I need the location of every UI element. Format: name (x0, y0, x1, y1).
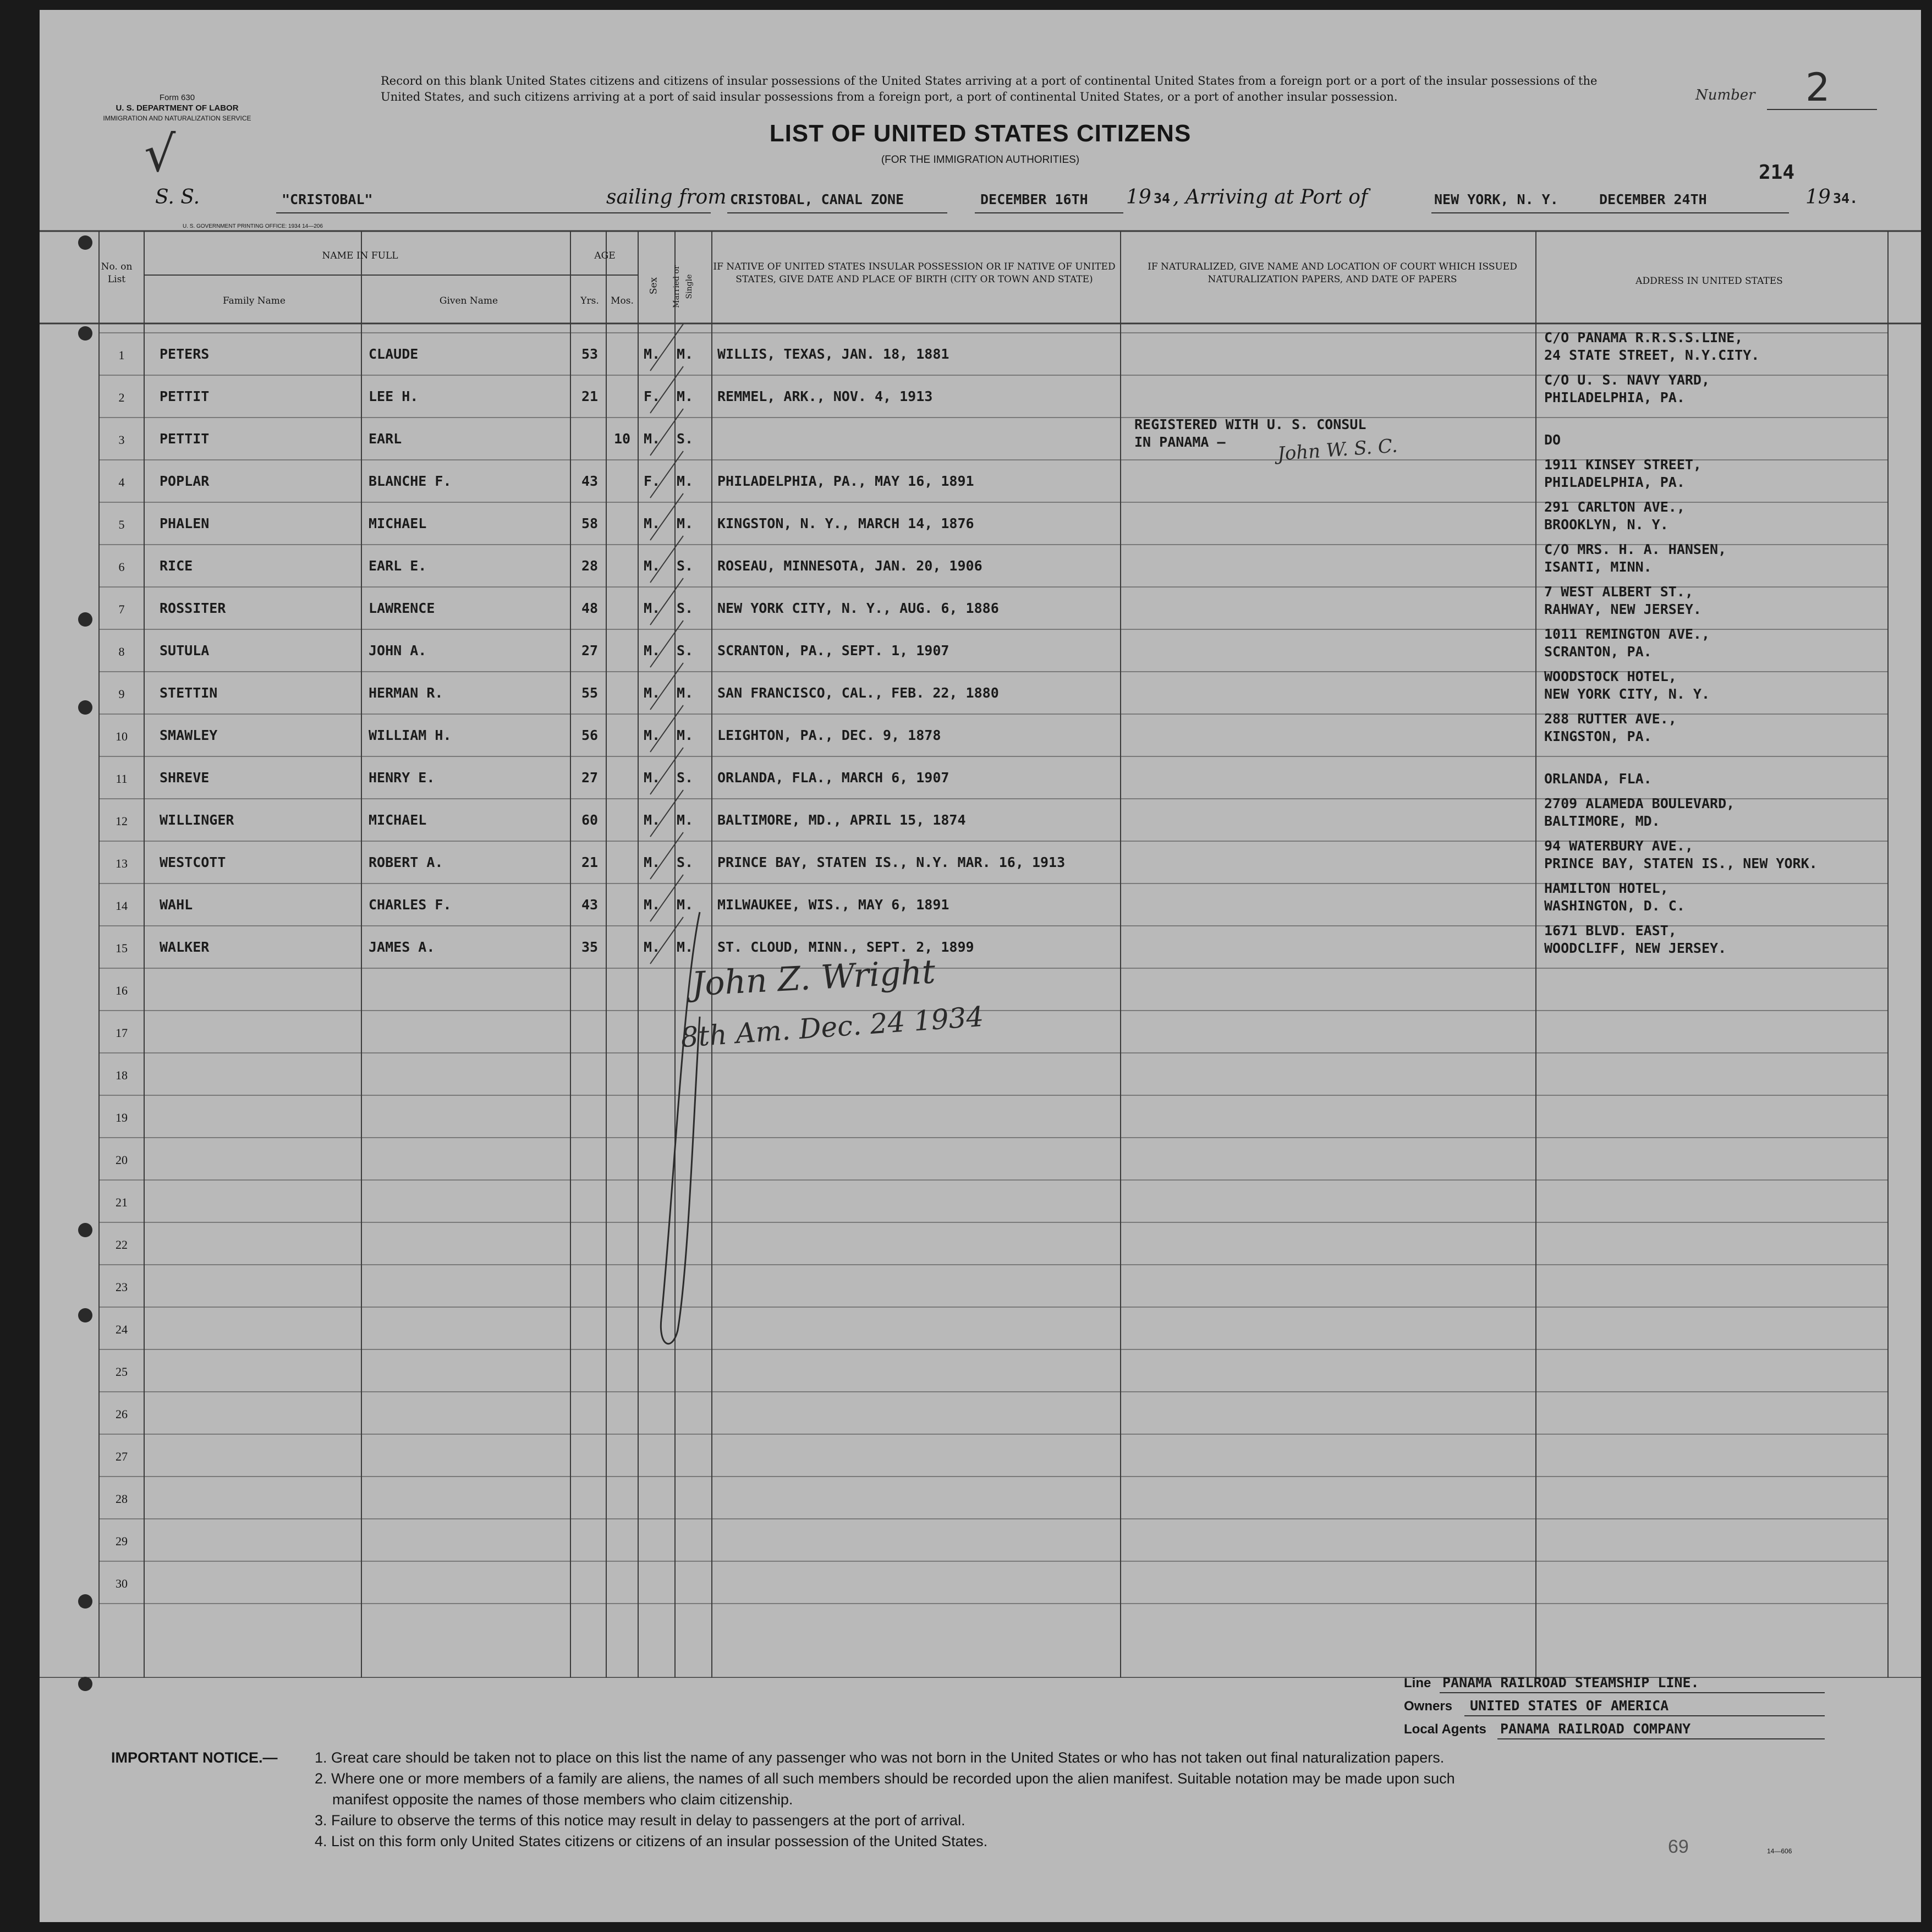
address-line2-cell: RAHWAY, NEW JERSEY. (1544, 601, 1702, 617)
marital-status-cell: S. (677, 600, 694, 616)
birth-cell: PRINCE BAY, STATEN IS., N.Y. MAR. 16, 1913 (717, 854, 1066, 870)
family-name-cell: PETTIT (160, 431, 210, 447)
family-name-cell: SUTULA (160, 643, 210, 658)
row-number: 14 (116, 899, 128, 913)
row-number: 6 (118, 560, 125, 574)
family-name-cell: ROSSITER (160, 600, 226, 616)
address-line2-cell: ISANTI, MINN. (1544, 559, 1652, 575)
sex-cell: M. (644, 600, 661, 616)
ship-name: "CRISTOBAL" (282, 191, 373, 207)
agents-value: PANAMA RAILROAD COMPANY (1500, 1721, 1691, 1737)
arrival-date: DECEMBER 24TH (1599, 191, 1707, 207)
sailing-label: sailing from (606, 186, 727, 208)
row-number: 3 (118, 433, 125, 447)
header-yrs: Yrs. (580, 295, 599, 306)
address-line1-cell: WOODSTOCK HOTEL, (1544, 668, 1677, 684)
given-name-cell: EARL E. (369, 558, 427, 574)
address-line2-cell: WOODCLIFF, NEW JERSEY. (1544, 940, 1727, 956)
signature-note: 8th Am. Dec. 24 1934 (679, 1000, 985, 1054)
address-line1-cell: 7 WEST ALBERT ST., (1544, 584, 1693, 600)
voyage-line (155, 186, 1893, 219)
address-line1-cell: 1011 REMINGTON AVE., (1544, 626, 1710, 642)
given-name-cell: LEE H. (369, 388, 419, 404)
empty-row-number: 28 (116, 1492, 128, 1506)
printing-office: U. S. GOVERNMENT PRINTING OFFICE: 1934 14—206 (183, 223, 323, 229)
address-line2-cell: WASHINGTON, D. C. (1544, 898, 1685, 914)
given-name-cell: MICHAEL (369, 515, 427, 531)
line-row (1404, 1671, 1899, 1694)
age-years-cell: 43 (581, 897, 599, 913)
line-value: PANAMA RAILROAD STEAMSHIP LINE. (1442, 1675, 1699, 1690)
form-number: Form 630 (159, 93, 195, 102)
given-name-cell: CLAUDE (369, 346, 419, 362)
notice-item-2a: 2. Where one or more members of a family are aliens, the names of all such members should be recorded upon the alien manifest. Suitable notation may be made upon such (315, 1770, 1455, 1787)
marital-status-cell: M. (677, 897, 694, 913)
sex-cell: M. (644, 897, 661, 913)
naturalization-cell-line2: IN PANAMA — (1134, 434, 1226, 450)
address-line1-cell: HAMILTON HOTEL, (1544, 880, 1668, 896)
consul-initials: John W. S. C. (1276, 435, 1398, 465)
marital-status-cell: M. (677, 939, 694, 955)
notice-item-1: 1. Great care should be taken not to place on this list the name of any passenger who was not born in the United States or who has not taken out final naturalization papers. (315, 1749, 1445, 1766)
address-line1-cell: 1911 KINSEY STREET, (1544, 457, 1702, 473)
row-number: 15 (116, 941, 128, 955)
line-info (1404, 1671, 1899, 1741)
marital-status-cell: S. (677, 558, 694, 574)
empty-row-number: 23 (116, 1280, 128, 1294)
header-sex: Sex (648, 277, 660, 295)
birth-cell: REMMEL, ARK., NOV. 4, 1913 (717, 388, 933, 404)
sex-cell: M. (644, 939, 661, 955)
page-subtitle: (FOR THE IMMIGRATION AUTHORITIES) (881, 154, 1080, 166)
empty-row-number: 26 (116, 1407, 128, 1421)
empty-row-number: 29 (116, 1534, 128, 1548)
agents-row (1404, 1717, 1899, 1741)
age-years-cell: 55 (581, 685, 599, 701)
punch-hole (78, 612, 92, 627)
sail-year-suffix: 34 (1154, 190, 1171, 206)
family-name-cell: RICE (160, 558, 193, 574)
empty-row-number: 24 (116, 1322, 128, 1336)
punch-hole (78, 235, 92, 250)
naturalization-cell: REGISTERED WITH U. S. CONSUL (1134, 416, 1366, 432)
owners-label: Owners (1404, 1699, 1453, 1714)
marital-status-cell: M. (677, 685, 694, 701)
age-years-cell: 56 (581, 727, 599, 743)
age-years-cell: 58 (581, 515, 599, 531)
address-line2-cell: PHILADELPHIA, PA. (1544, 389, 1685, 405)
arrival-year-prefix: 19 (1805, 186, 1831, 208)
given-name-cell: BLANCHE F. (369, 473, 452, 489)
birth-cell: KINGSTON, N. Y., MARCH 14, 1876 (717, 515, 974, 531)
empty-row-number: 21 (116, 1195, 128, 1209)
punch-hole (78, 1677, 92, 1691)
birth-cell: SAN FRANCISCO, CAL., FEB. 22, 1880 (717, 685, 999, 701)
marital-status-cell: M. (677, 727, 694, 743)
marital-status-cell: S. (677, 643, 694, 658)
given-name-cell: HENRY E. (369, 770, 435, 786)
address-line2-cell: KINGSTON, PA. (1544, 728, 1652, 744)
sex-cell: M. (644, 431, 661, 447)
age-years-cell: 53 (581, 346, 599, 362)
age-years-cell: 21 (581, 388, 599, 404)
punch-hole (78, 326, 92, 341)
notice-item-4: 4. List on this form only United States citizens or citizens of an insular possession of the United States. (315, 1833, 988, 1849)
birth-cell: ORLANDA, FLA., MARCH 6, 1907 (717, 770, 949, 786)
punch-hole (78, 1308, 92, 1322)
arriving-label: , Arriving at Port of (1173, 186, 1368, 208)
punch-hole (78, 1223, 92, 1237)
given-name-cell: HERMAN R. (369, 685, 443, 701)
birth-cell: ROSEAU, MINNESOTA, JAN. 20, 1906 (717, 558, 983, 574)
address-line2-cell: PRINCE BAY, STATEN IS., NEW YORK. (1544, 855, 1818, 871)
row-number: 1 (118, 348, 125, 362)
notice-item-2b: manifest opposite the names of those members who claim citizenship. (332, 1791, 793, 1808)
signature-drawing (617, 879, 1167, 1374)
birth-cell: SCRANTON, PA., SEPT. 1, 1907 (717, 643, 949, 658)
sail-date: DECEMBER 16TH (980, 191, 1088, 207)
empty-row-number: 27 (116, 1450, 128, 1463)
family-name-cell: PETERS (160, 346, 210, 362)
record-instructions: Record on this blank United States citizens and citizens of insular possessions of the United States arriving at a port of continental United States from a foreign port or a port of the insular possessions of the United States, and such citizens arriving at a port of said insular possessions from a foreign port, a port of continental United States, or a port of another insular possession. (381, 74, 1598, 103)
department: U. S. DEPARTMENT OF LABOR (116, 103, 239, 113)
family-name-cell: WILLINGER (160, 812, 234, 828)
given-name-cell: CHARLES F. (369, 897, 452, 913)
empty-row-number: 18 (116, 1068, 128, 1082)
address-line1-cell: 288 RUTTER AVE., (1544, 711, 1677, 727)
address-line2-cell: PHILADELPHIA, PA. (1544, 474, 1685, 490)
notice-items (315, 1747, 1899, 1852)
row-number: 8 (118, 645, 125, 658)
agents-label: Local Agents (1404, 1722, 1486, 1737)
age-years-cell: 35 (581, 939, 599, 955)
service: IMMIGRATION AND NATURALIZATION SERVICE (103, 114, 251, 122)
birth-cell: ST. CLOUD, MINN., SEPT. 2, 1899 (717, 939, 974, 955)
given-name-cell: JOHN A. (369, 643, 427, 658)
header-birth: IF NATIVE OF UNITED STATES INSULAR POSSESSION OR IF NATIVE OF UNITED STATES, GIVE DATE AND PLACE OF BIRTH (CITY OR TOWN AND STATE) (713, 261, 1116, 285)
empty-row-number: 17 (116, 1026, 128, 1040)
birth-cell: NEW YORK CITY, N. Y., AUG. 6, 1886 (717, 600, 999, 616)
sex-cell: M. (644, 854, 661, 870)
row-number: 4 (118, 475, 125, 489)
given-name-cell: LAWRENCE (369, 600, 435, 616)
number-label: Number (1695, 87, 1755, 103)
empty-row-number: 19 (116, 1111, 128, 1124)
punch-hole (78, 1594, 92, 1609)
family-name-cell: PHALEN (160, 515, 210, 531)
given-name-cell: WILLIAM H. (369, 727, 452, 743)
header-mos: Mos. (611, 295, 634, 306)
given-name-cell: JAMES A. (369, 939, 435, 955)
checkmark: √ (144, 125, 176, 183)
header-address: ADDRESS IN UNITED STATES (1635, 276, 1783, 287)
sex-cell: F. (644, 388, 661, 404)
address-line1-cell: C/O U. S. NAVY YARD, (1544, 372, 1710, 388)
age-months-cell: 10 (613, 431, 631, 447)
family-name-cell: WALKER (160, 939, 210, 955)
owners-value: UNITED STATES OF AMERICA (1470, 1698, 1669, 1714)
address-line1-cell: 291 CARLTON AVE., (1544, 499, 1685, 515)
family-name-cell: STETTIN (160, 685, 218, 701)
address-line2-cell: ORLANDA, FLA. (1544, 771, 1652, 787)
age-years-cell: 48 (581, 600, 599, 616)
address-line1-cell: C/O PANAMA R.R.S.S.LINE, (1544, 330, 1743, 345)
marital-status-cell: S. (677, 854, 694, 870)
page-title: LIST OF UNITED STATES CITIZENS (769, 120, 1192, 147)
header-married-single: Married or Single (672, 265, 694, 308)
sex-cell: F. (644, 473, 661, 489)
birth-cell: WILLIS, TEXAS, JAN. 18, 1881 (717, 346, 949, 362)
marital-status-cell: M. (677, 812, 694, 828)
address-line2-cell: 24 STATE STREET, N.Y.CITY. (1544, 347, 1760, 363)
row-number: 12 (116, 814, 128, 828)
manifest-sheet (40, 10, 1921, 1922)
row-number: 7 (118, 602, 125, 616)
ss-label: S. S. (155, 186, 200, 208)
header-given-name: Given Name (439, 295, 498, 306)
sex-cell: M. (644, 515, 661, 531)
family-name-cell: POPLAR (160, 473, 210, 489)
address-line2-cell: DO (1544, 432, 1561, 448)
birth-cell: MILWAUKEE, WIS., MAY 6, 1891 (717, 897, 949, 913)
number-value: 2 (1805, 65, 1830, 110)
marital-status-cell: S. (677, 431, 694, 447)
marital-status-cell: M. (677, 515, 694, 531)
header-naturalized: IF NATURALIZED, GIVE NAME AND LOCATION OF COURT WHICH ISSUED NATURALIZATION PAPERS, AND DATE OF PAPERS (1148, 261, 1517, 285)
marital-status-cell: S. (677, 770, 694, 786)
family-name-cell: WAHL (160, 897, 193, 913)
address-line1-cell: 94 WATERBURY AVE., (1544, 838, 1693, 854)
family-name-cell: SHREVE (160, 770, 210, 786)
sex-cell: M. (644, 812, 661, 828)
empty-row-number: 22 (116, 1238, 128, 1252)
birth-cell: LEIGHTON, PA., DEC. 9, 1878 (717, 727, 941, 743)
empty-row-number: 20 (116, 1153, 128, 1167)
row-number: 10 (116, 729, 128, 743)
given-name-cell: ROBERT A. (369, 854, 443, 870)
address-line2-cell: BALTIMORE, MD. (1544, 813, 1660, 829)
arrival-year-suffix: 34. (1833, 190, 1858, 206)
age-years-cell: 43 (581, 473, 599, 489)
age-years-cell: 28 (581, 558, 599, 574)
marital-status-cell: M. (677, 388, 694, 404)
sail-year-prefix: 19 (1126, 186, 1151, 208)
age-years-cell: 60 (581, 812, 599, 828)
page-code: 214 (1759, 161, 1795, 184)
address-line1-cell: 2709 ALAMEDA BOULEVARD, (1544, 795, 1735, 811)
arrival-port: NEW YORK, N. Y. (1434, 191, 1558, 207)
family-name-cell: PETTIT (160, 388, 210, 404)
empty-row-number: 30 (116, 1577, 128, 1590)
form-code: 14—606 (1767, 1847, 1792, 1855)
form-id-block (89, 92, 265, 124)
birth-cell: BALTIMORE, MD., APRIL 15, 1874 (717, 812, 966, 828)
owners-row (1404, 1694, 1899, 1717)
sex-cell: M. (644, 685, 661, 701)
from-port: CRISTOBAL, CANAL ZONE (730, 191, 904, 207)
line-label: Line (1404, 1676, 1431, 1690)
row-number: 9 (118, 687, 125, 701)
header-age: AGE (594, 250, 616, 261)
age-years-cell: 27 (581, 643, 599, 658)
address-line2-cell: NEW YORK CITY, N. Y. (1544, 686, 1710, 702)
sex-cell: M. (644, 727, 661, 743)
row-number: 5 (118, 518, 125, 531)
given-name-cell: EARL (369, 431, 402, 447)
header-name-in-full: NAME IN FULL (322, 250, 398, 261)
notice-item-3: 3. Failure to observe the terms of this notice may result in delay to passengers at the port of arrival. (315, 1812, 965, 1829)
address-line1-cell: C/O MRS. H. A. HANSEN, (1544, 541, 1727, 557)
header-no-on-list: No. on List (101, 261, 133, 285)
signature-name: John Z. Wright (690, 952, 936, 1004)
empty-row-number: 16 (116, 984, 128, 997)
header-family-name: Family Name (223, 295, 286, 306)
notice-title: IMPORTANT NOTICE.— (111, 1749, 278, 1766)
empty-row-number: 25 (116, 1365, 128, 1379)
number-field (1695, 65, 1893, 110)
row-number: 11 (116, 772, 128, 786)
sex-cell: M. (644, 558, 661, 574)
sex-cell: M. (644, 346, 661, 362)
given-name-cell: MICHAEL (369, 812, 427, 828)
marital-status-cell: M. (677, 473, 694, 489)
family-name-cell: WESTCOTT (160, 854, 226, 870)
address-line1-cell: 1671 BLVD. EAST, (1544, 923, 1677, 938)
stamp-number: 69 (1668, 1836, 1689, 1857)
sex-cell: M. (644, 643, 661, 658)
marital-status-cell: M. (677, 346, 694, 362)
family-name-cell: SMAWLEY (160, 727, 218, 743)
sex-cell: M. (644, 770, 661, 786)
age-years-cell: 27 (581, 770, 599, 786)
punch-hole (78, 700, 92, 715)
row-number: 2 (118, 391, 125, 404)
row-number: 13 (116, 857, 128, 870)
address-line2-cell: SCRANTON, PA. (1544, 644, 1652, 660)
address-line2-cell: BROOKLYN, N. Y. (1544, 517, 1668, 533)
birth-cell: PHILADELPHIA, PA., MAY 16, 1891 (717, 473, 974, 489)
age-years-cell: 21 (581, 854, 599, 870)
